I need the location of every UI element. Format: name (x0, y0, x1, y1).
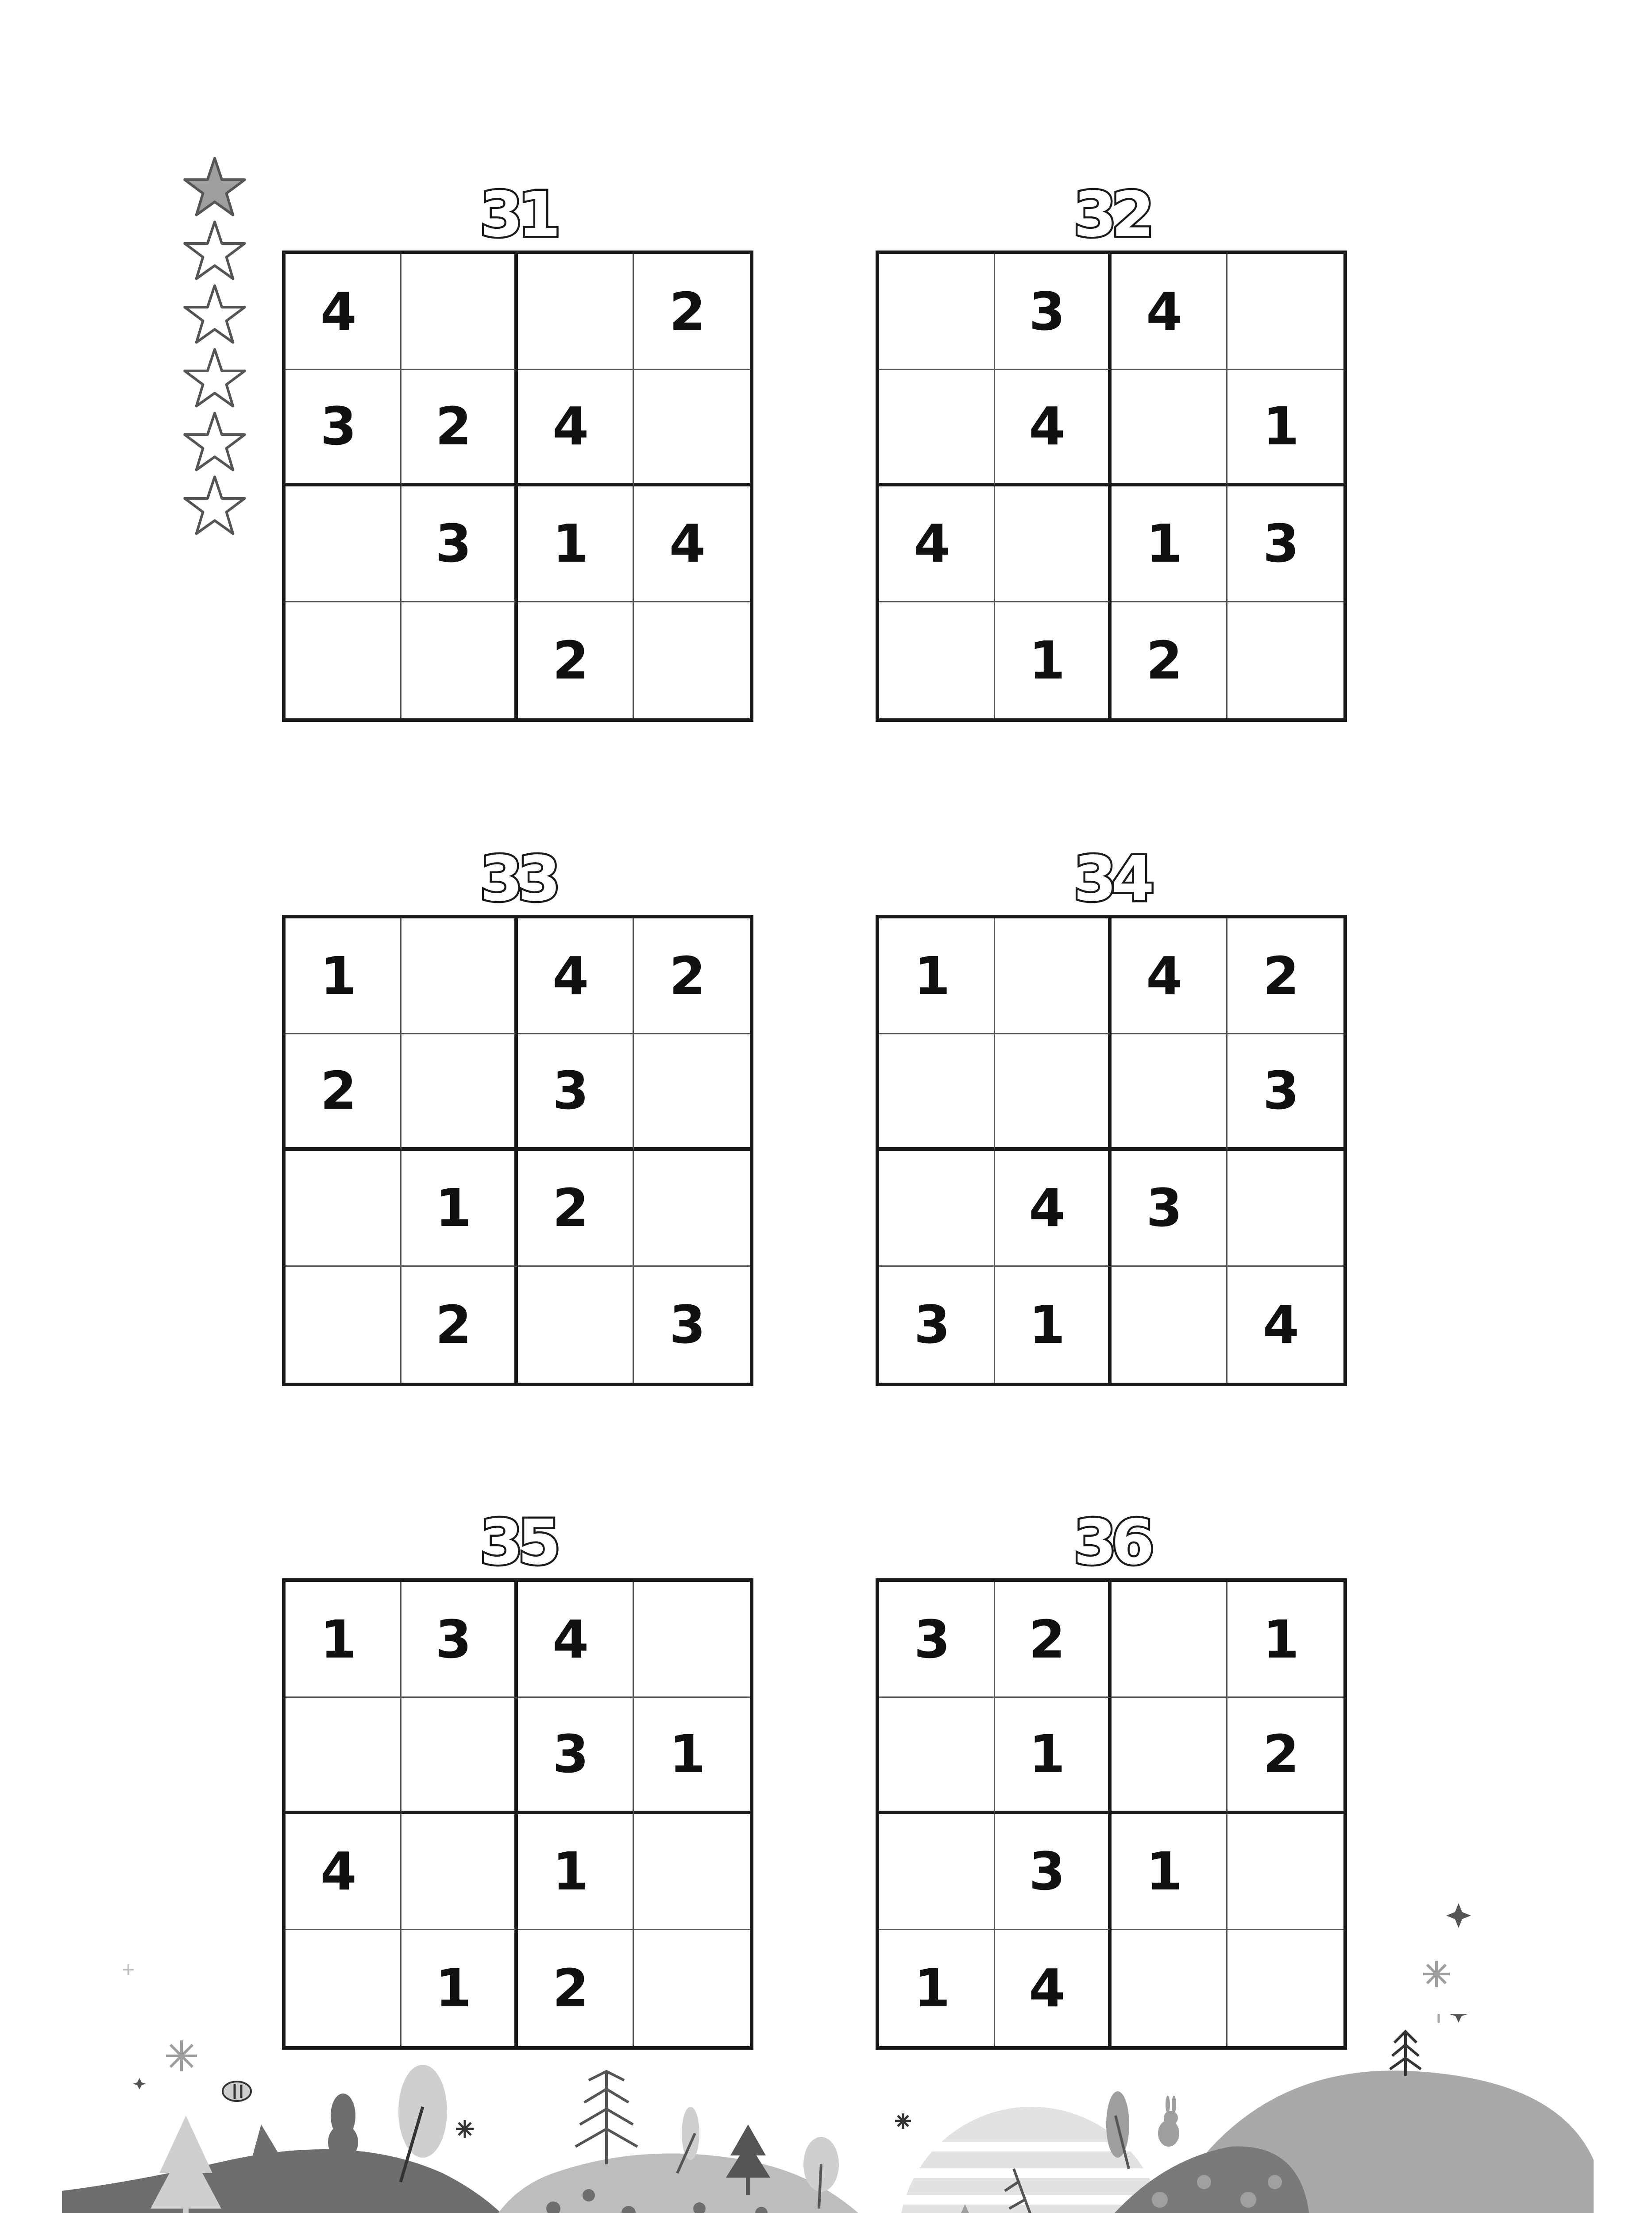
star-empty-icon (177, 410, 252, 472)
sudoku-cell (1112, 1267, 1227, 1383)
sudoku-cell: 4 (995, 1930, 1111, 2046)
sudoku-cell (1112, 1698, 1227, 1814)
sudoku-grid (876, 1578, 1347, 2050)
sudoku-cell: 1 (879, 1930, 995, 2046)
star-empty-icon (177, 282, 252, 344)
sudoku-cell: 4 (518, 1582, 634, 1698)
sudoku-cell: 4 (1112, 254, 1227, 370)
sudoku-cell (401, 1034, 517, 1150)
sudoku-cell (634, 1814, 750, 1930)
sudoku-cell (286, 486, 401, 602)
sparkle-icon (456, 2120, 474, 2138)
rabbit-icon (1158, 2096, 1179, 2147)
sudoku-cell: 4 (286, 254, 401, 370)
sudoku-cell (879, 602, 995, 718)
sudoku-cell: 2 (518, 1151, 634, 1267)
sudoku-grid (282, 1578, 753, 2050)
star-empty-icon (177, 474, 252, 536)
sudoku-cell: 1 (995, 1698, 1111, 1814)
star-empty-icon (177, 346, 252, 408)
sudoku-cell (1112, 1582, 1227, 1698)
puzzle-number: 33 (480, 843, 556, 915)
sudoku-cell: 3 (669, 1294, 706, 1355)
sudoku-cell (401, 1814, 517, 1930)
sudoku-cell (1227, 254, 1343, 370)
tree-icon (1390, 2032, 1421, 2076)
sudoku-cell (1112, 1034, 1227, 1150)
star-empty-icon (177, 219, 252, 281)
sudoku-cell (879, 254, 995, 370)
sudoku-cell (879, 1698, 995, 1814)
sparkle-icon (120, 1961, 137, 1978)
sudoku-cell: 3 (401, 1582, 517, 1698)
sudoku-grid (876, 915, 1347, 1386)
sudoku-cell (518, 254, 634, 370)
sudoku-cell: 3 (518, 1034, 634, 1150)
sudoku-cell (879, 1814, 995, 1930)
sudoku-cell: 2 (401, 370, 517, 486)
sudoku-cell: 3 (1112, 1151, 1227, 1267)
difficulty-rating (177, 155, 257, 537)
puzzle-number: 31 (480, 179, 556, 251)
sudoku-cell: 2 (1112, 602, 1227, 718)
sudoku-cell: 2 (518, 1930, 634, 2046)
bee-icon (223, 2082, 251, 2101)
sudoku-cell (1112, 370, 1227, 486)
sudoku-cell: 1 (401, 1151, 517, 1267)
sudoku-cell: 1 (1112, 1814, 1227, 1930)
sudoku-cell (634, 1151, 750, 1267)
sudoku-cell: 2 (286, 1034, 401, 1150)
puzzle-number: 32 (1073, 179, 1149, 251)
sudoku-cell: 3 (879, 1267, 995, 1383)
sudoku-cell: 1 (1227, 1582, 1343, 1698)
sudoku-cell (401, 918, 517, 1034)
sudoku-cell (995, 918, 1111, 1034)
sudoku-cell (634, 370, 750, 486)
sudoku-cell (401, 602, 517, 718)
sudoku-cell: 1 (1227, 370, 1343, 486)
sudoku-cell (286, 602, 401, 718)
sudoku-cell: 3 (286, 370, 401, 486)
sudoku-cell (634, 602, 750, 718)
sudoku-cell (286, 1267, 401, 1383)
sudoku-cell (286, 1151, 401, 1267)
sudoku-cell: 2 (634, 254, 750, 370)
sudoku-cell: 4 (995, 1151, 1111, 1267)
landscape-illustration (0, 2014, 1652, 2213)
sudoku-cell (634, 1034, 750, 1150)
sudoku-cell (995, 1034, 1111, 1150)
tree-icon (575, 2071, 637, 2164)
sudoku-cell: 1 (518, 486, 634, 602)
sudoku-cell: 3 (995, 254, 1111, 370)
star-filled-icon (177, 155, 252, 217)
sudoku-cell (401, 1698, 517, 1814)
sudoku-grid (282, 251, 753, 722)
sudoku-cell: 3 (995, 1814, 1111, 1930)
sudoku-cell (634, 1582, 750, 1698)
sudoku-cell: 2 (518, 602, 634, 718)
hill-shape (469, 2153, 921, 2213)
sudoku-cell: 1 (401, 1930, 517, 2046)
sudoku-cell (1227, 602, 1343, 718)
sparkle-icon (1448, 2014, 1469, 2023)
sparkle-icon (133, 2078, 146, 2090)
sparkle-icon (1417, 1894, 1474, 2001)
sudoku-cell: 4 (1262, 1294, 1299, 1355)
sudoku-cell (401, 254, 517, 370)
sudoku-cell: 4 (518, 370, 634, 486)
sudoku-cell: 1 (286, 918, 401, 1034)
sudoku-cell: 4 (518, 918, 634, 1034)
sudoku-cell: 1 (1112, 486, 1227, 602)
sudoku-cell: 1 (995, 1267, 1111, 1383)
sudoku-cell: 4 (634, 486, 750, 602)
sudoku-cell: 1 (286, 1582, 401, 1698)
sudoku-cell: 3 (1227, 1034, 1343, 1150)
sudoku-cell: 1 (879, 918, 995, 1034)
tree-icon (398, 2065, 447, 2182)
sudoku-cell: 4 (1112, 918, 1227, 1034)
hill-shape (62, 2149, 553, 2213)
sudoku-cell: 2 (995, 1582, 1111, 1698)
puzzle-number: 34 (1073, 843, 1149, 915)
sudoku-cell (879, 370, 995, 486)
sudoku-cell: 4 (995, 370, 1111, 486)
sudoku-cell: 1 (995, 602, 1111, 718)
sudoku-cell: 3 (1227, 486, 1343, 602)
sudoku-cell: 4 (879, 486, 995, 602)
sudoku-cell (518, 1267, 634, 1383)
sudoku-cell (995, 486, 1111, 602)
sudoku-cell: 1 (518, 1814, 634, 1930)
sudoku-cell (286, 1698, 401, 1814)
sudoku-cell: 2 (634, 918, 750, 1034)
sudoku-cell: 2 (1227, 1698, 1343, 1814)
sudoku-cell: 4 (286, 1814, 401, 1930)
puzzle-number: 35 (480, 1507, 556, 1579)
sudoku-cell (1227, 1151, 1343, 1267)
sudoku-cell (1227, 1814, 1343, 1930)
sparkle-icon (166, 2040, 197, 2071)
sudoku-cell: 3 (518, 1698, 634, 1814)
puzzle-number: 36 (1073, 1507, 1149, 1579)
sudoku-grid (282, 915, 753, 1386)
sparkle-icon (895, 2113, 911, 2129)
sudoku-cell (879, 1034, 995, 1150)
sudoku-cell: 1 (634, 1698, 750, 1814)
sudoku-cell: 2 (1227, 918, 1343, 1034)
sudoku-cell: 3 (401, 486, 517, 602)
sudoku-cell: 2 (401, 1267, 517, 1383)
sudoku-cell: 3 (879, 1582, 995, 1698)
sudoku-grid (876, 251, 1347, 722)
sudoku-cell (879, 1151, 995, 1267)
